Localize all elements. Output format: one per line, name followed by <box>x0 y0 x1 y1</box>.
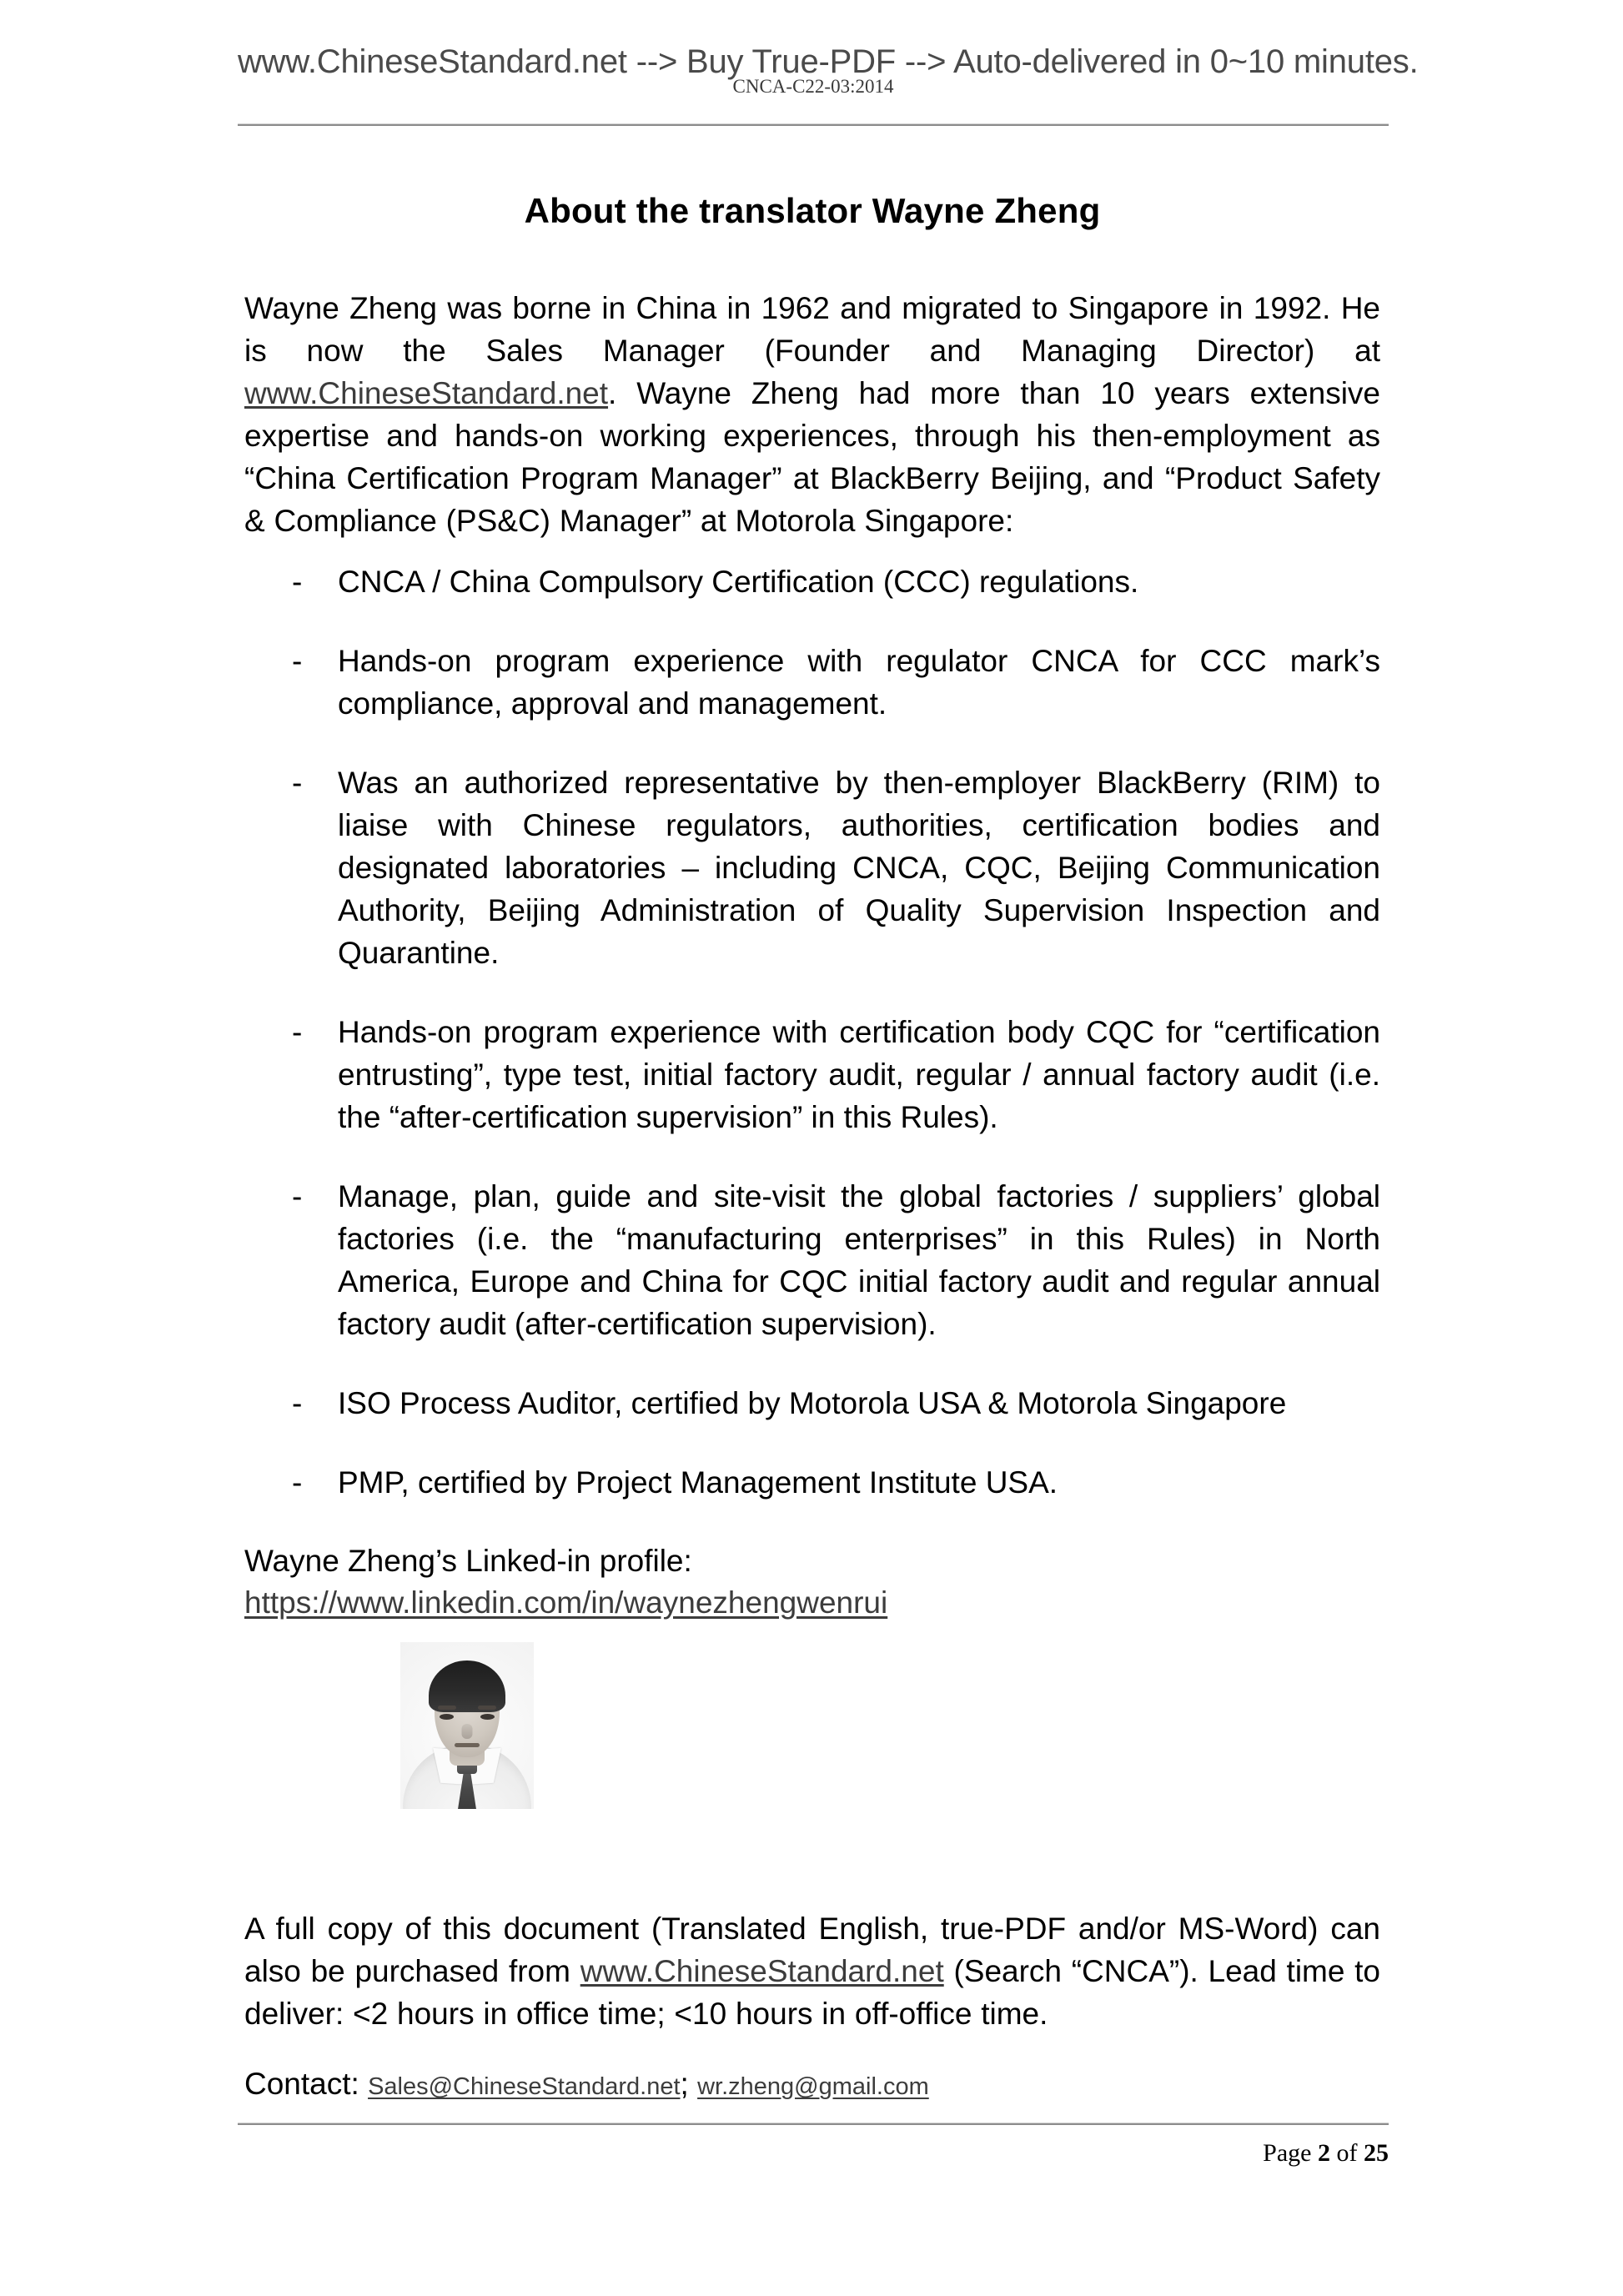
bullet-marker-icon: - <box>292 1179 303 1214</box>
contact-separator: ; <box>680 2067 698 2102</box>
qualifications-list <box>244 560 1380 1504</box>
page-title: About the translator Wayne Zheng <box>524 191 1101 230</box>
list-item <box>244 761 1380 974</box>
sales-email-link[interactable]: Sales@ChineseStandard.net <box>368 2073 681 2101</box>
photo-eyebrow-left <box>438 1706 456 1710</box>
photo-eyebrow-right <box>478 1706 496 1710</box>
list-item <box>244 1382 1380 1424</box>
chinesestandard-link-intro[interactable]: www.ChineseStandard.net <box>244 376 609 411</box>
contact-label: Contact: <box>244 2067 369 2102</box>
closing-text-part2: (Search “CNCA”). Lead time to deliver: <2 hours in office time; <10 hours in off-office time. <box>244 1954 1381 2032</box>
list-item-text: PMP, certified by Project Management Institute USA. <box>338 1465 1058 1500</box>
page-footer <box>238 2139 1389 2168</box>
linkedin-profile-block <box>244 1540 1380 1624</box>
footer-divider <box>238 2123 1389 2125</box>
list-item-text: Manage, plan, guide and site-visit the global factories / suppliers’ global factories (i.e. the “manufacturing enterprises” in this Rules) in North America, Europe and China for CQC initial factory audit and regular annual factory audit (after-certification supervision). <box>338 1179 1380 1342</box>
intro-text-part2: . Wayne Zheng had more than 10 years extensive expertise and hands-on working experiences, through his then-employment as “China Certification Program Manager” at BlackBerry Beijing, and “Product Safety & Compliance (PS&C) Manager” at Motorola Singapore: <box>244 376 1380 539</box>
closing-text-part1: A full copy of this document (Translated English, true-PDF and/or MS-Word) can also be purchased from <box>244 1912 1380 1989</box>
intro-text-part1: Wayne Zheng was borne in China in 1962 and migrated to Singapore in 1992. He is now the Sales Manager (Founder and Managing Director) at <box>244 291 1380 369</box>
personal-email-link[interactable]: wr.zheng@gmail.com <box>697 2073 929 2101</box>
list-item <box>244 1461 1380 1504</box>
avatar <box>400 1642 534 1809</box>
standard-number: CNCA-C22-03:2014 <box>732 75 894 97</box>
linkedin-label: Wayne Zheng’s Linked-in profile: <box>244 1544 692 1579</box>
list-item-text: Hands-on program experience with regulator CNCA for CCC mark’s compliance, approval and management. <box>338 644 1380 721</box>
bullet-marker-icon: - <box>292 1386 303 1421</box>
page-header <box>238 43 1419 97</box>
bullet-marker-icon: - <box>292 1465 303 1500</box>
bullet-marker-icon: - <box>292 766 303 801</box>
list-item-text: CNCA / China Compulsory Certification (CCC) regulations. <box>338 565 1139 600</box>
bullet-marker-icon: - <box>292 644 303 679</box>
list-item <box>244 640 1380 725</box>
closing-paragraph <box>244 1907 1380 2035</box>
list-item-text: Hands-on program experience with certification body CQC for “certification entrusting”, type test, initial factory audit, regular / annual factory audit (i.e. the “after-certification supervision” in this Rules). <box>338 1015 1380 1135</box>
translator-photo <box>400 1642 534 1809</box>
list-item <box>244 1011 1380 1138</box>
bullet-marker-icon: - <box>292 1015 303 1050</box>
list-item-text: Was an authorized representative by then-employer BlackBerry (RIM) to liaise with Chinese regulators, authorities, certification bodies and designated laboratories – including CNCA, CQC, Beijing Communication Authority, Beijing Administration of Quality Supervision Inspection and Quarantine. <box>338 766 1380 971</box>
footer-total-pages: 25 <box>1364 2139 1389 2167</box>
list-item <box>244 1175 1380 1345</box>
chinesestandard-link-closing[interactable]: www.ChineseStandard.net <box>580 1954 944 1989</box>
list-item-text: ISO Process Auditor, certified by Motorola USA & Motorola Singapore <box>338 1386 1287 1421</box>
list-item <box>244 560 1380 603</box>
header-divider <box>238 123 1389 126</box>
header-promo-text: www.ChineseStandard.net --> Buy True-PDF --> Auto-delivered in 0~10 minutes. <box>238 43 1419 80</box>
footer-prefix: Page <box>1263 2139 1318 2167</box>
bullet-marker-icon: - <box>292 565 303 600</box>
contact-line <box>244 2063 1380 2108</box>
photo-nose <box>462 1724 473 1739</box>
photo-mouth <box>455 1743 480 1747</box>
purchase-info-block <box>244 1907 1380 2108</box>
footer-page-number: 2 <box>1318 2139 1330 2167</box>
linkedin-profile-link[interactable]: https://www.linkedin.com/in/waynezhengwenrui <box>244 1585 888 1620</box>
intro-paragraph <box>244 287 1380 542</box>
footer-middle: of <box>1330 2139 1364 2167</box>
document-body <box>244 190 1380 2108</box>
photo-hair <box>429 1660 505 1712</box>
